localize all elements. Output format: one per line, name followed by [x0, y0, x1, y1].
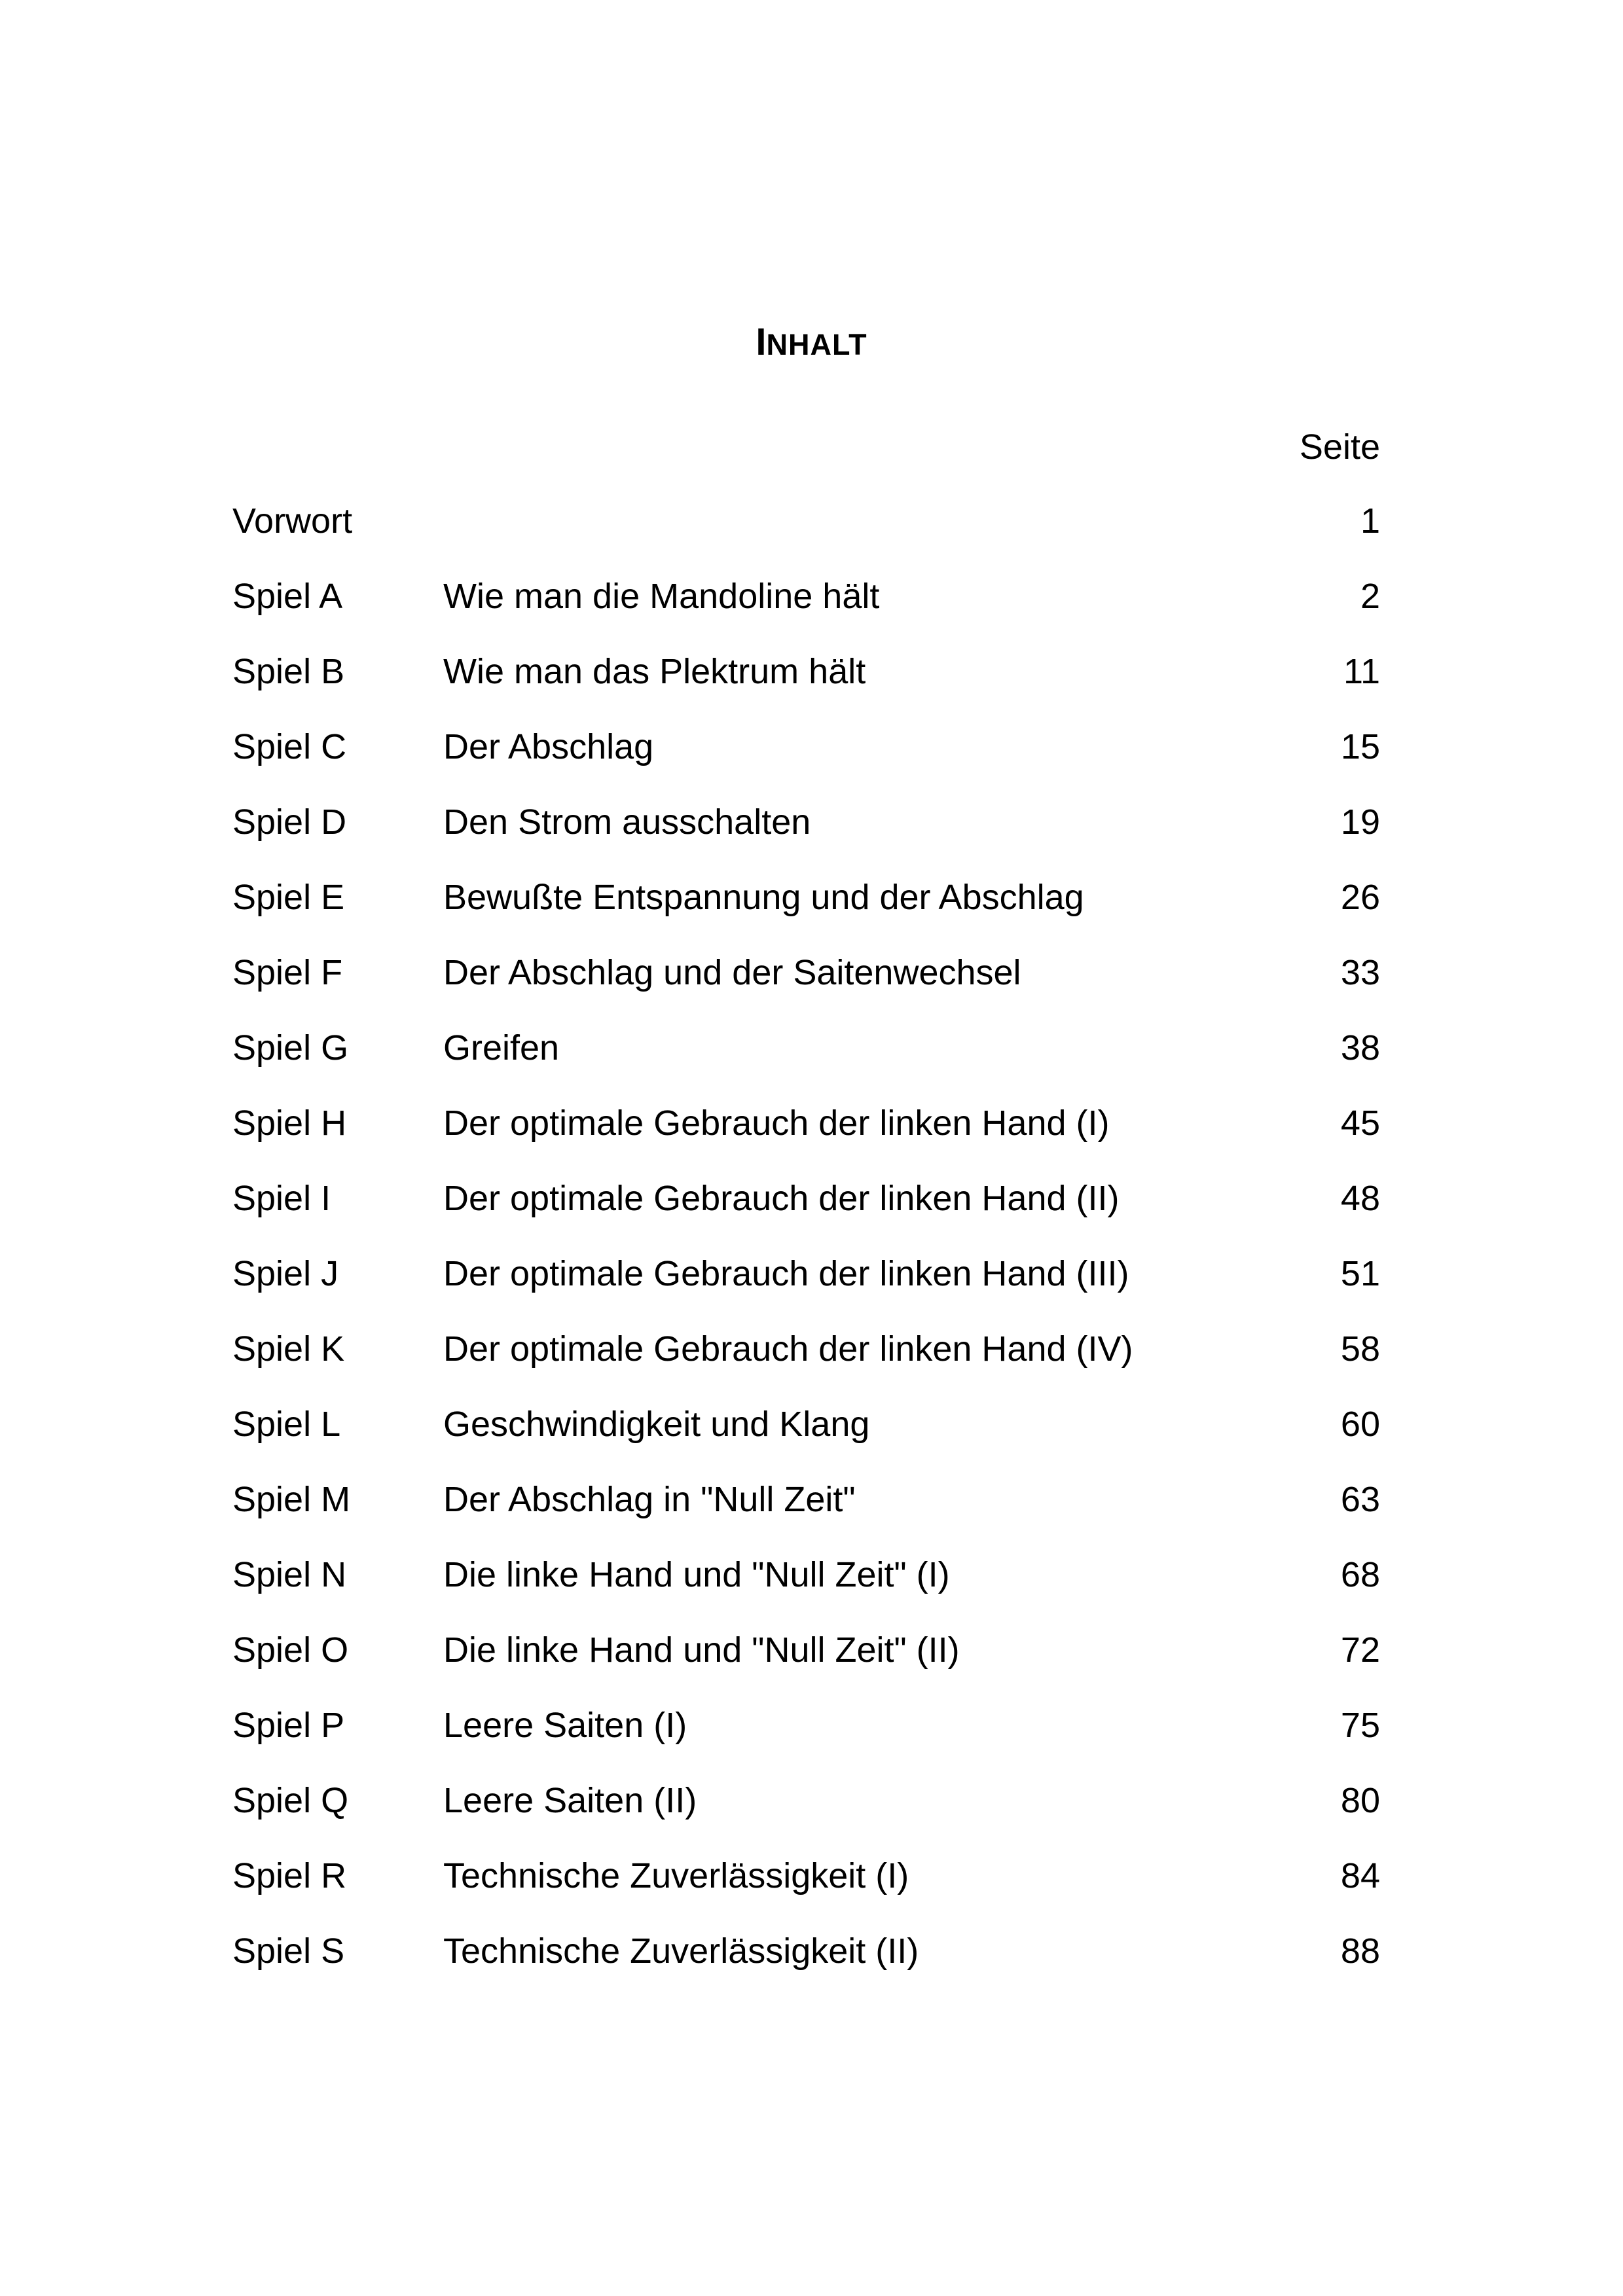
- toc-entry-page: 48: [1340, 1179, 1380, 1218]
- toc-entry-page: 11: [1343, 652, 1380, 691]
- toc-row-spiel-a: [232, 559, 1380, 634]
- toc-entry-page: 1: [1360, 501, 1380, 541]
- toc-row-spiel-i: [232, 1161, 1380, 1236]
- toc-entry-page: 80: [1340, 1781, 1380, 1820]
- toc-row-spiel-c: [232, 709, 1380, 785]
- toc-entry-title: Geschwindigkeit und Klang: [443, 1405, 870, 1444]
- toc-entry-label: Spiel M: [232, 1480, 351, 1519]
- toc-entry-label: Spiel S: [232, 1931, 345, 1971]
- toc-entry-label: Spiel J: [232, 1254, 339, 1293]
- toc-entry-label: Spiel P: [232, 1706, 345, 1745]
- toc-entry-title: Wie man die Mandoline hält: [443, 577, 880, 616]
- toc-entry-title: Technische Zuverlässigkeit (II): [443, 1931, 919, 1971]
- toc-entry-title: [443, 484, 1275, 559]
- page-title-initial: I: [756, 321, 767, 364]
- toc-entry-label: Spiel H: [232, 1103, 347, 1143]
- toc-entry-label: Spiel F: [232, 953, 343, 992]
- toc-row-spiel-g: [232, 1011, 1380, 1086]
- toc-entry-title: Bewußte Entspannung und der Abschlag: [443, 878, 1084, 917]
- toc-entry-label: Vorwort: [232, 501, 353, 541]
- toc-entry-label: Spiel C: [232, 727, 347, 766]
- toc-entry-page: 45: [1340, 1103, 1380, 1143]
- toc-entry-page: 26: [1340, 878, 1380, 917]
- toc-row-spiel-j: [232, 1236, 1380, 1312]
- toc-row-spiel-d: [232, 785, 1380, 860]
- toc-entry-title: Die linke Hand und "Null Zeit" (I): [443, 1555, 950, 1594]
- toc-entry-label: Spiel K: [232, 1329, 345, 1369]
- page-title-rest: NHALT: [766, 328, 867, 362]
- toc-row-spiel-o: [232, 1613, 1380, 1688]
- toc-entry-label: Spiel D: [232, 802, 347, 842]
- toc-entry-page: 72: [1340, 1630, 1380, 1670]
- toc-row-spiel-e: [232, 860, 1380, 935]
- toc-entry-page: 58: [1340, 1329, 1380, 1369]
- toc-entry-page: 33: [1340, 953, 1380, 992]
- toc-entry-label: Spiel G: [232, 1028, 349, 1067]
- toc-entry-label: Spiel Q: [232, 1781, 349, 1820]
- toc-entry-label: Spiel B: [232, 652, 345, 691]
- toc-entry-label: Spiel I: [232, 1179, 331, 1218]
- toc-entry-page: 60: [1340, 1405, 1380, 1444]
- toc-row-spiel-n: [232, 1537, 1380, 1613]
- toc-entry-page: 38: [1340, 1028, 1380, 1067]
- toc-row-spiel-r: [232, 1839, 1380, 1914]
- toc-row-spiel-h: [232, 1086, 1380, 1161]
- toc-entry-label: Spiel L: [232, 1405, 341, 1444]
- toc-entry-title: Der optimale Gebrauch der linken Hand (IV): [443, 1329, 1133, 1369]
- toc-entry-title: Die linke Hand und "Null Zeit" (II): [443, 1630, 960, 1670]
- toc-entry-title: Technische Zuverlässigkeit (I): [443, 1856, 909, 1895]
- toc-entry-title: Den Strom ausschalten: [443, 802, 811, 842]
- toc-row-spiel-b: [232, 634, 1380, 709]
- toc-entry-title: Der optimale Gebrauch der linken Hand (II): [443, 1179, 1120, 1218]
- toc-row-spiel-k: [232, 1312, 1380, 1387]
- toc-row-spiel-q: [232, 1763, 1380, 1839]
- toc-entry-title: Der Abschlag in "Null Zeit": [443, 1480, 856, 1519]
- toc-entry-title: Der Abschlag: [443, 727, 654, 766]
- toc-entry-page: 84: [1340, 1856, 1380, 1895]
- toc-entry-label: Spiel O: [232, 1630, 349, 1670]
- toc-row-spiel-m: [232, 1462, 1380, 1537]
- toc-entry-title: Greifen: [443, 1028, 560, 1067]
- toc-entry-title: Der Abschlag und der Saitenwechsel: [443, 953, 1021, 992]
- toc-entry-title: Der optimale Gebrauch der linken Hand (III): [443, 1254, 1129, 1293]
- toc-entry-label: Spiel E: [232, 878, 345, 917]
- toc-row-spiel-f: [232, 935, 1380, 1011]
- toc-row-vorwort: [232, 484, 1380, 559]
- toc-entry-page: 2: [1360, 577, 1380, 616]
- toc-entry-label: Spiel N: [232, 1555, 347, 1594]
- toc-entry-label: Spiel A: [232, 577, 343, 616]
- toc-list: [232, 484, 1380, 1989]
- page-title: [0, 321, 1623, 364]
- toc-entry-title: Leere Saiten (II): [443, 1781, 697, 1820]
- toc-entry-title: Der optimale Gebrauch der linken Hand (I): [443, 1103, 1110, 1143]
- toc-entry-label: Spiel R: [232, 1856, 347, 1895]
- toc-entry-page: 51: [1340, 1254, 1380, 1293]
- toc-entry-page: 63: [1340, 1480, 1380, 1519]
- toc-row-spiel-l: [232, 1387, 1380, 1462]
- toc-entry-title: Wie man das Plektrum hält: [443, 652, 866, 691]
- toc-entry-page: 19: [1340, 802, 1380, 842]
- toc-entry-page: 75: [1340, 1706, 1380, 1745]
- toc-row-spiel-p: [232, 1688, 1380, 1763]
- toc-row-spiel-s: [232, 1914, 1380, 1989]
- page-column-header: Seite: [1299, 427, 1380, 467]
- toc-entry-page: 68: [1340, 1555, 1380, 1594]
- toc-entry-title: Leere Saiten (I): [443, 1706, 687, 1745]
- toc-entry-page: 15: [1340, 727, 1380, 766]
- toc-entry-page: 88: [1340, 1931, 1380, 1971]
